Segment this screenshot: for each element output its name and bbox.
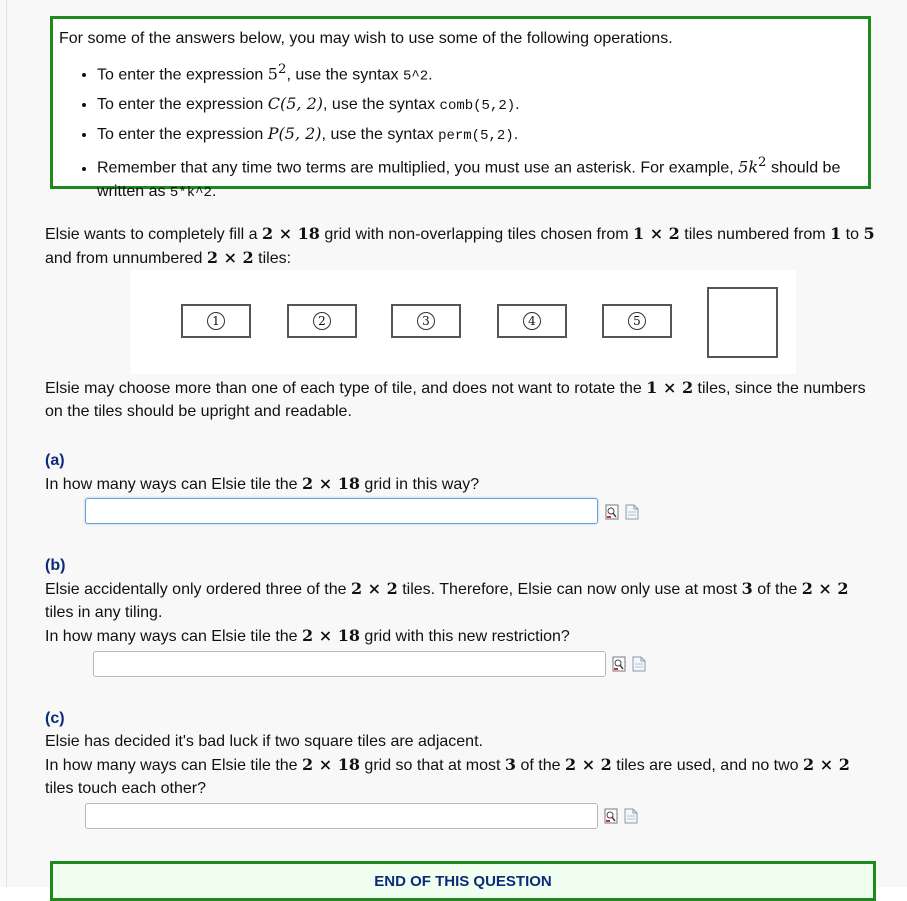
preview-icon[interactable] (604, 808, 618, 824)
syntax-help-icon[interactable] (632, 656, 646, 672)
preview-icon[interactable] (605, 504, 619, 520)
part-b-statement: Elsie accidentally only ordered three of the 2 × 2 tiles. Therefore, Elsie can now only use at most 3 of the 2 × 2 tiles in any tiling. (45, 579, 849, 621)
left-border (6, 0, 7, 887)
end-of-question-banner: END OF THIS QUESTION (50, 861, 876, 901)
tile-2 (287, 304, 357, 338)
tile-number: 2 (313, 312, 331, 330)
part-c-question: In how many ways can Elsie tile the 2 × 18 grid so that at most 3 of the 2 × 2 tiles are used, and no two 2 × 2 tiles touch each other? (45, 755, 850, 797)
hint-item-perm: • To enter the expression P(5, 2), use the syntax perm(5,2). (97, 120, 867, 150)
square-tile (707, 287, 778, 358)
tile-4 (497, 304, 567, 338)
part-b (45, 554, 875, 648)
answer-input-a[interactable] (85, 498, 598, 524)
part-c-statement: Elsie has decided it's bad luck if two square tiles are adjacent. (45, 733, 483, 750)
part-b-label: (b) (45, 557, 66, 574)
hint-list (77, 56, 867, 205)
hint-item-comb: • To enter the expression C(5, 2), use the syntax comb(5,2). (97, 90, 867, 120)
hint-item-asterisk: • Remember that any time two terms are multiplied, you must use an asterisk. For example, $5k^2$ should be written as 5*k^2. (97, 151, 867, 204)
tile-number: 5 (628, 312, 646, 330)
syntax-help-icon[interactable] (625, 504, 639, 520)
part-a-label: (a) (45, 452, 65, 469)
tile-3 (391, 304, 461, 338)
part-c (45, 707, 875, 800)
tile-number: 3 (417, 312, 435, 330)
answer-input-c[interactable] (85, 803, 598, 829)
answer-icons-c (604, 808, 640, 826)
tile-number: 4 (523, 312, 541, 330)
tile-number: 1 (207, 312, 225, 330)
part-b-question: In how many ways can Elsie tile the 2 × 18 grid with this new restriction? (45, 626, 570, 645)
problem-statement: Elsie wants to completely fill a 2 × 18 grid with non-overlapping tiles chosen from 1 × 2 tiles numbered from 1 to 5 and from unnumbered 2 × 2 tiles: (45, 224, 875, 267)
tile-1 (181, 304, 251, 338)
tile-5 (602, 304, 672, 338)
answer-icons-a (605, 504, 641, 522)
part-c-label: (c) (45, 710, 65, 727)
hint-item-power: • To enter the expression $5^2$, use the syntax 5^2. (97, 56, 867, 90)
part-a-question: In how many ways can Elsie tile the 2 × 18 grid in this way? (45, 474, 480, 493)
answer-input-b[interactable] (93, 651, 606, 677)
answer-icons-b (612, 656, 648, 674)
tiles-figure (130, 270, 796, 374)
syntax-hint-box (50, 16, 871, 201)
part-a (45, 449, 875, 496)
tile-rules: Elsie may choose more than one of each type of tile, and does not want to rotate the 1 × 2 tiles, since the numbers on the tiles should be upright and readable. (45, 378, 866, 420)
preview-icon[interactable] (612, 656, 626, 672)
hint-intro: For some of the answers below, you may wish to use some of the following operations. (59, 30, 673, 47)
syntax-help-icon[interactable] (624, 808, 638, 824)
